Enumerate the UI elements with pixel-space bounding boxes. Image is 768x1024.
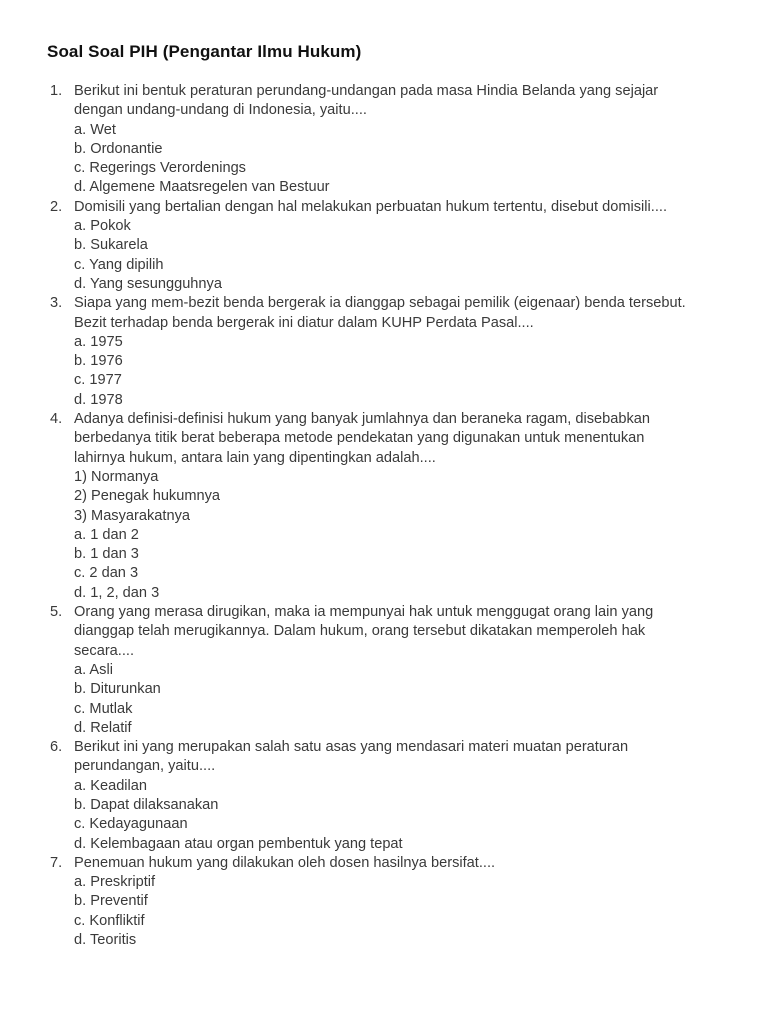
question-body bbox=[74, 82, 724, 198]
answer-option: c. Mutlak bbox=[74, 700, 133, 717]
question-item bbox=[0, 410, 768, 603]
answer-option: c. Konfliktif bbox=[74, 912, 145, 929]
answer-option: b. 1976 bbox=[74, 353, 123, 370]
question-item bbox=[0, 854, 768, 950]
answer-option: d. 1, 2, dan 3 bbox=[74, 584, 160, 601]
answer-option: d. Relatif bbox=[74, 719, 132, 736]
answer-option: c. 2 dan 3 bbox=[74, 565, 139, 582]
question-text: Siapa yang mem-bezit benda bergerak ia dianggap sebagai pemilik (eigenaar) benda tersebut. Bezit terhadap benda bergerak ini diatur dalam KUHP Perdata Pasal.... bbox=[74, 295, 686, 331]
question-number: 3. bbox=[50, 295, 63, 312]
answer-option: d. Kelembagaan atau organ pembentuk yang tepat bbox=[74, 835, 403, 852]
answer-option: c. 1977 bbox=[74, 372, 122, 389]
answer-option: d. Teoritis bbox=[74, 932, 137, 949]
question-number: 5. bbox=[50, 604, 63, 621]
question-body bbox=[74, 603, 724, 738]
answer-option: a. 1975 bbox=[74, 333, 123, 350]
page-title: Soal Soal PIH (Pengantar Ilmu Hukum) bbox=[47, 42, 362, 61]
answer-option: a. Preskriptif bbox=[74, 874, 156, 891]
question-number: 6. bbox=[50, 739, 63, 756]
statement-item: 2) Penegak hukumnya bbox=[74, 488, 221, 505]
answer-option: b. 1 dan 3 bbox=[74, 546, 139, 563]
question-body bbox=[74, 294, 724, 410]
answer-option: a. Asli bbox=[74, 661, 113, 678]
question-number: 1. bbox=[50, 83, 63, 99]
answer-option: d. Yang sesungguhnya bbox=[74, 275, 222, 292]
answer-option: a. Wet bbox=[74, 121, 116, 138]
question-item bbox=[0, 82, 768, 198]
answer-option: a. 1 dan 2 bbox=[74, 526, 139, 543]
statement-item: 3) Masyarakatnya bbox=[74, 507, 190, 524]
answer-option: b. Preventif bbox=[74, 893, 148, 910]
question-number: 2. bbox=[50, 198, 63, 215]
answer-option: b. Dapat dilaksanakan bbox=[74, 796, 219, 813]
answer-option: c. Yang dipilih bbox=[74, 256, 164, 273]
question-number: 4. bbox=[50, 411, 63, 428]
answer-option: d. 1978 bbox=[74, 391, 123, 408]
question-body bbox=[74, 854, 724, 950]
question-item bbox=[0, 738, 768, 854]
question-item bbox=[0, 603, 768, 738]
question-text: Orang yang merasa dirugikan, maka ia mempunyai hak untuk menggugat orang lain yang dianggap telah merugikannya. Dalam hukum, orang tersebut dikatakan memperoleh hak secara.... bbox=[74, 604, 654, 659]
answer-option: c. Regerings Verordenings bbox=[74, 160, 246, 177]
question-text: Berikut ini yang merupakan salah satu asas yang mendasari materi muatan peraturan perundangan, yaitu.... bbox=[74, 739, 629, 775]
answer-option: a. Keadilan bbox=[74, 777, 148, 794]
statement-item: 1) Normanya bbox=[74, 468, 159, 485]
question-item bbox=[0, 294, 768, 410]
answer-option: b. Sukarela bbox=[74, 237, 148, 254]
question-text: Adanya definisi-definisi hukum yang banyak jumlahnya dan beraneka ragam, disebabkan berbedanya titik berat beberapa metode pendekatan yang digunakan untuk menentukan lahirnya hukum, antara lain yang dipentingkan adalah.... bbox=[74, 411, 651, 466]
question-body bbox=[74, 198, 724, 294]
question-body bbox=[74, 410, 724, 603]
answer-option: a. Pokok bbox=[74, 218, 131, 235]
answer-option: b. Diturunkan bbox=[74, 681, 161, 698]
answer-option: c. Kedayagunaan bbox=[74, 816, 188, 833]
question-body bbox=[74, 738, 724, 854]
answer-option: d. Algemene Maatsregelen van Bestuur bbox=[74, 179, 330, 196]
question-list bbox=[0, 82, 768, 950]
question-item bbox=[0, 198, 768, 294]
question-text: Domisili yang bertalian dengan hal melakukan perbuatan hukum tertentu, disebut domisili.... bbox=[74, 198, 668, 215]
question-text: Penemuan hukum yang dilakukan oleh dosen hasilnya bersifat.... bbox=[74, 854, 496, 871]
answer-option: b. Ordonantie bbox=[74, 140, 163, 157]
question-text: Berikut ini bentuk peraturan perundang-undangan pada masa Hindia Belanda yang sejajar dengan undang-undang di Indonesia, yaitu.... bbox=[74, 83, 659, 119]
question-number: 7. bbox=[50, 854, 63, 871]
